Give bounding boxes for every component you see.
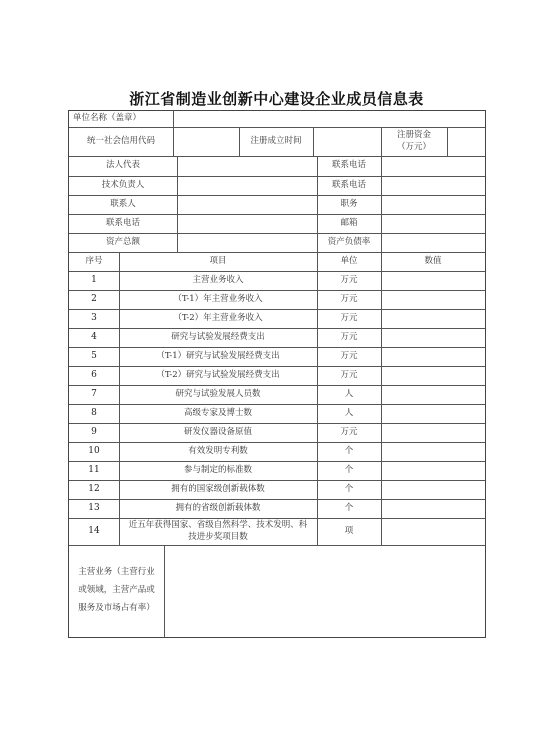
row-item: （T-1）研究与试验发展经费支出 bbox=[156, 350, 280, 361]
main-business-field[interactable] bbox=[164, 545, 485, 637]
reg-capital-text: 注册资金 bbox=[396, 130, 431, 141]
row-seq: 9 bbox=[91, 427, 97, 438]
row-item: 高级专家及博士数 bbox=[183, 407, 252, 418]
row-unit: 个 bbox=[344, 502, 354, 513]
reg-capital-label bbox=[381, 127, 447, 156]
tech-head-phone-field[interactable] bbox=[381, 176, 485, 195]
row-seq: 7 bbox=[91, 389, 97, 400]
row-seq: 5 bbox=[91, 351, 97, 362]
row-unit: 个 bbox=[344, 445, 354, 456]
contact-field[interactable] bbox=[177, 195, 317, 214]
row-value-field[interactable] bbox=[381, 442, 485, 461]
legal-rep-phone-label: 联系电话 bbox=[331, 160, 366, 171]
col-unit-header: 单位 bbox=[340, 255, 358, 266]
row-item: （T-2）研究与试验发展经费支出 bbox=[156, 369, 280, 380]
debt-ratio-label: 资产负债率 bbox=[327, 236, 371, 247]
row-value-field[interactable] bbox=[381, 290, 485, 309]
row-seq: 3 bbox=[91, 313, 97, 324]
reg-date-label: 注册成立时间 bbox=[250, 135, 302, 146]
row-seq: 10 bbox=[88, 446, 100, 457]
row-unit: 个 bbox=[344, 483, 354, 494]
row-value-field[interactable] bbox=[381, 328, 485, 347]
row-item: 近五年获得国家、省级自然科学、技术发明、科技进步奖项目数 bbox=[128, 520, 308, 542]
contact-phone-label: 联系电话 bbox=[105, 217, 140, 228]
reg-capital-unit: （万元） bbox=[396, 141, 431, 152]
row-item: 拥有的国家级创新载体数 bbox=[171, 483, 265, 494]
row-item: 主营业务收入 bbox=[192, 274, 244, 285]
row-value-field[interactable] bbox=[381, 385, 485, 404]
page-title: 浙江省制造业创新中心建设企业成员信息表 bbox=[129, 90, 424, 108]
row-value-field[interactable] bbox=[381, 518, 485, 545]
reg-date-field[interactable] bbox=[313, 127, 381, 156]
col-value-header: 数值 bbox=[424, 255, 442, 266]
row-seq: 1 bbox=[91, 275, 97, 286]
row-seq: 2 bbox=[91, 294, 97, 305]
row-value-field[interactable] bbox=[381, 309, 485, 328]
row-seq: 11 bbox=[88, 465, 100, 476]
row-item: 研发仪器设备原值 bbox=[183, 426, 252, 437]
member-info-table bbox=[68, 110, 486, 638]
row-unit: 人 bbox=[344, 407, 354, 418]
reg-capital-field[interactable] bbox=[447, 127, 485, 156]
row-item: 拥有的省级创新载体数 bbox=[175, 502, 261, 513]
unit-name-field[interactable] bbox=[173, 111, 485, 127]
row-seq: 14 bbox=[88, 526, 100, 537]
row-unit: 万元 bbox=[340, 331, 358, 342]
row-seq: 6 bbox=[91, 370, 97, 381]
email-label: 邮箱 bbox=[340, 217, 358, 228]
legal-rep-phone-field[interactable] bbox=[381, 156, 485, 176]
row-value-field[interactable] bbox=[381, 461, 485, 480]
row-item: （T-1）年主营业务收入 bbox=[173, 293, 263, 304]
row-seq: 4 bbox=[91, 332, 97, 343]
row-item: 有效发明专利数 bbox=[188, 445, 248, 456]
row-unit: 万元 bbox=[340, 312, 358, 323]
tech-head-label: 技术负责人 bbox=[101, 179, 145, 190]
col-item-header: 项目 bbox=[209, 255, 227, 266]
credit-code-field[interactable] bbox=[173, 127, 239, 156]
position-field[interactable] bbox=[381, 195, 485, 214]
row-unit: 万元 bbox=[340, 350, 358, 361]
total-assets-field[interactable] bbox=[177, 233, 317, 252]
row-seq: 12 bbox=[88, 484, 100, 495]
email-field[interactable] bbox=[381, 214, 485, 233]
credit-code-label: 统一社会信用代码 bbox=[86, 135, 155, 146]
row-item: 参与制定的标准数 bbox=[183, 464, 252, 475]
legal-rep-field[interactable] bbox=[177, 156, 317, 176]
row-unit: 项 bbox=[344, 525, 354, 536]
row-value-field[interactable] bbox=[381, 347, 485, 366]
row-value-field[interactable] bbox=[381, 271, 485, 290]
row-value-field[interactable] bbox=[381, 404, 485, 423]
row-value-field[interactable] bbox=[381, 480, 485, 499]
row-unit: 万元 bbox=[340, 274, 358, 285]
row-value-field[interactable] bbox=[381, 499, 485, 518]
row-item: 研究与试验发展经费支出 bbox=[171, 331, 265, 342]
row-unit: 万元 bbox=[340, 426, 358, 437]
legal-rep-label: 法人代表 bbox=[105, 160, 140, 171]
contact-phone-field[interactable] bbox=[177, 214, 317, 233]
unit-name-label: 单位名称（盖章） bbox=[73, 113, 142, 124]
row-value-field[interactable] bbox=[381, 423, 485, 442]
row-unit: 人 bbox=[344, 388, 354, 399]
row-unit: 万元 bbox=[340, 293, 358, 304]
debt-ratio-field[interactable] bbox=[381, 233, 485, 252]
row-seq: 8 bbox=[91, 408, 97, 419]
row-unit: 万元 bbox=[340, 369, 358, 380]
main-business-label: 主营业务（主营行业或领域，主营产品或服务及市场占有率） bbox=[78, 567, 155, 613]
row-item: 研究与试验发展人员数 bbox=[175, 388, 261, 399]
row-seq: 13 bbox=[88, 503, 100, 514]
contact-label: 联系人 bbox=[110, 198, 136, 209]
total-assets-label: 资产总额 bbox=[105, 236, 140, 247]
tech-head-field[interactable] bbox=[177, 176, 317, 195]
row-item: （T-2）年主营业务收入 bbox=[173, 312, 263, 323]
row-unit: 个 bbox=[344, 464, 354, 475]
col-seq-header: 序号 bbox=[85, 255, 103, 266]
tech-head-phone-label: 联系电话 bbox=[331, 179, 366, 190]
position-label: 职务 bbox=[340, 198, 358, 209]
row-value-field[interactable] bbox=[381, 366, 485, 385]
